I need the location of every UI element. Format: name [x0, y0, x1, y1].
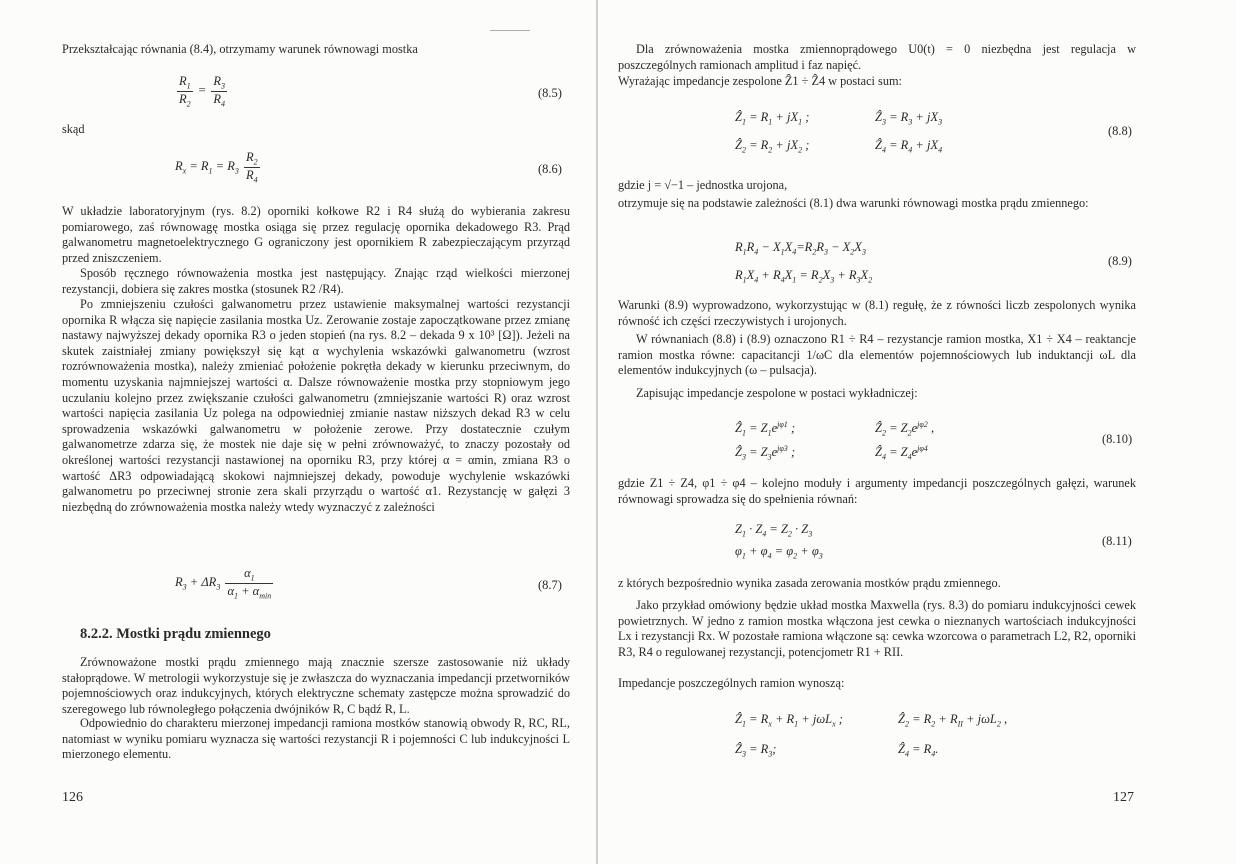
eq-tag-8-5: (8.5) — [538, 86, 562, 100]
paragraph-4: Warunki (8.9) wyprowadzono, wykorzystując w (8.1) regułę, że z równości liczb zespolonych wynika równość ich części rzeczywistych i urojonych. — [618, 298, 1136, 328]
equation-8-10b: Ẑ$_2$ = $Z_2e^{j\varphi 2}$ , — [875, 420, 935, 438]
left-page — [0, 0, 598, 864]
paragraph-2: Wyrażając impedancje zespolone Ẑ1 ÷ Ẑ4 w postaci sum: — [618, 74, 902, 88]
equation-8-8: Ẑ$_1$ = $R_1 + jX_1$ ; — [735, 110, 810, 127]
eq-tag-8-11: (8.11) — [1102, 534, 1132, 548]
paragraph-5: W równaniach (8.8) i (8.9) oznaczono R1 ÷ R4 – rezystancje ramion mostka, X1 ÷ X4 – reaktancje ramion mostka równe: capacitancji 1/ωC dla elementów pojemnościowych lub induktancji ωL dla elementów indukcyjnych (ω – pulsacja). — [618, 332, 1136, 378]
equation-impedances-b: Ẑ$_2$ = $R_2 + R_{II} + j\omega L_2$ , — [898, 712, 1008, 729]
equation-8-9b: $R_1X_4 + R_4X_1 = R_2X_3 + R_3X_2$ — [735, 268, 873, 285]
paragraph-10: Impedancje poszczególnych ramion wynoszą: — [618, 676, 845, 690]
eq-tag-8-8: (8.8) — [1108, 124, 1132, 138]
section-heading: 8.2.2. Mostki prądu zmiennego — [80, 626, 271, 642]
eq-tag-8-10: (8.10) — [1102, 432, 1133, 446]
equation-8-9: $R_1R_4 - X_1X_4=R_2R_3 - X_2X_3$ — [735, 240, 866, 257]
equation-8-10d: Ẑ$_4$ = $Z_4e^{j\varphi 4}$ — [875, 444, 928, 462]
paragraph-9: Jako przykład omówiony będzie układ mostka Maxwella (rys. 8.3) do pomiaru indukcyjności cewek powietrznych. W jedno z ramion mostka włączona jest cewka o nieznanych wartościach indukcyjności Lx i rezystancji Rx. W pozostałe ramiona włączone są: cewka wzorcowa o parametrach L2, R2, oporniki R3, R4 o regulowanej rezystancji, potencjometr R1 + RII. — [618, 598, 1136, 659]
paragraph-2: Sposób ręcznego równoważenia mostka jest następujący. Znając rząd wielkości mierzonej rezystancji, dobiera się zakres mostka (stosunek R2 /R4). — [62, 266, 570, 296]
equation-8-7: $R_3 + \Delta R_3$ $\frac{\alpha_1}{\alpha_1 + \alpha_{min}}$ — [175, 566, 272, 600]
equation-8-5: $\frac{R_1}{R_2}$ = $\frac{R_3}{R_4}$ — [179, 74, 225, 108]
paragraph-3: Po zmniejszeniu czułości galwanometru przez ustawienie maksymalnej wartości rezystancji opornika R włącza się napięcie zasilania mostka Uz. Zerowanie zostaje zapoczątkowane przez zmianę nastawy najwyższej dekady opornika R3 o jeden stopień (na rys. 8.2 – dekada 9 x 10³ [Ω]). Jeżeli na skutek zaistniałej zmiany powiększył się kąt α wychylenia wskazówki galwanometru (wzrost rozrównoważenia mostka), należy zmieniać położenie pokrętła dekady w kierunku przeciwnym, do momentu uzyskania najmniejszej wartości α. Dalsze równoważenie mostka przy stopniowym jego uczulaniu kolejno przez zwiększanie czułości galwanometru (zmniejszanie wartości R) oraz wzrost wartości napięcia zasilania Uz polega na odpowiedniej zmianie nastaw niższych dekad R3 w celu sprowadzenia wskazówki galwanometru w położenie zerowe. Przy dostatecznie czułym galwanometrze zdarza się, że mostek nie daje się w pełni zrównoważyć, to znaczy pozostały od określonej wartości rezystancji nastawionej na oporniku R3, przy której α = αmin, zmiana R3 o wartość ΔR3 odpowiadającą skokowi najmniejszej dekady, powoduje wychylenie wskazówki galwanometru po przeciwnej stronie zera skali przyrządu o wartość α1. Rezystancję w gałęzi 3 niezbędną do zrównoważenia mostka należy wtedy wyznaczyć z zależności — [62, 297, 570, 514]
equation-8-10: Ẑ$_1$ = $Z_1e^{j\varphi 1}$ ; — [735, 420, 796, 438]
intro-text: Przekształcając równania (8.4), otrzymamy warunek równowagi mostka — [62, 42, 418, 56]
paragraph-1: W układzie laboratoryjnym (rys. 8.2) oporniki kołkowe R2 i R4 służą do wybierania zakresu pomiarowego, zaś równowagę mostka osiąga się przez regulację opornika dekadowego R3. Prąd galwanometru magnetoelektrycznego G ograniczony jest opornikiem R zabezpieczającym przyrząd przed zniszczeniem. — [62, 204, 570, 265]
paragraph-1: Dla zrównoważenia mostka zmiennoprądowego U0(t) = 0 niezbędna jest regulacja w poszczególnych ramionach amplitud i faz napięć. — [618, 42, 1136, 72]
paragraph-3: otrzymuje się na podstawie zależności (8.1) dwa warunki równowagi mostka prądu zmiennego: — [618, 196, 1089, 210]
equation-8-8d: Ẑ$_4$ = $R_4 + jX_4$ — [875, 138, 943, 155]
paragraph-8: z których bezpośrednio wynika zasada zerowania mostków prądu zmiennego. — [618, 576, 1001, 590]
equation-impedances: Ẑ$_1$ = $R_x + R_1 + j\omega L_x$ ; — [735, 712, 843, 729]
equation-8-10c: Ẑ$_3$ = $Z_3e^{j\varphi 3}$ ; — [735, 444, 796, 462]
paragraph-4: Zrównoważone mostki prądu zmiennego mają znacznie szersze zastosowanie niż układy stałoprądowe. W metrologii wykorzystuje się je zwłaszcza do wyznaczania impedancji przetworników pojemnościowych oraz indukcyjnych, których elektryczne schematy zastępcze można sprowadzić do szeregowego lub równoległego połączenia dwójników R, C bądź R, L. — [62, 655, 570, 716]
equation-impedances-c: Ẑ$_3$ = $R_3$; — [735, 742, 777, 759]
page-number: 126 — [62, 790, 83, 805]
page-number: 127 — [1113, 790, 1134, 805]
right-page — [600, 0, 1236, 864]
equation-8-8c: Ẑ$_2$ = $R_2 + jX_2$ ; — [735, 138, 810, 155]
eq-tag-8-7: (8.7) — [538, 578, 562, 592]
paragraph-6: Zapisując impedancje zespolone w postaci wykładniczej: — [636, 386, 918, 400]
eq-tag-8-6: (8.6) — [538, 162, 562, 176]
gdzie-j: gdzie j = √−1 – jednostka urojona, — [618, 178, 788, 192]
eq-tag-8-9: (8.9) — [1108, 254, 1132, 268]
equation-8-8b: Ẑ$_3$ = $R_3 + jX_3$ — [875, 110, 943, 127]
skad-text: skąd — [62, 122, 85, 136]
equation-impedances-d: Ẑ$_4$ = $R_4$. — [898, 742, 939, 759]
equation-8-11: $Z_1 \cdot Z_4 = Z_2 \cdot Z_3$ — [735, 522, 813, 539]
paragraph-7: gdzie Z1 ÷ Z4, φ1 ÷ φ4 – kolejno moduły i argumenty impedancji poszczególnych gałęzi, warunek równowagi sprowadza się do spełnienia równań: — [618, 476, 1136, 506]
paragraph-5: Odpowiednio do charakteru mierzonej impedancji ramiona mostków stanowią obwody R, RC, RL, natomiast w wyniku pomiaru wyznacza się wartości rezystancji R i pojemności C lub indukcyjności L mierzonego elementu. — [62, 716, 570, 762]
equation-8-6: $R_x = R_1 = R_3$ $\frac{R_2}{R_4}$ — [175, 150, 258, 184]
equation-8-11b: $\varphi_1 + \varphi_4 = \varphi_2 + \varphi_3$ — [735, 544, 823, 561]
